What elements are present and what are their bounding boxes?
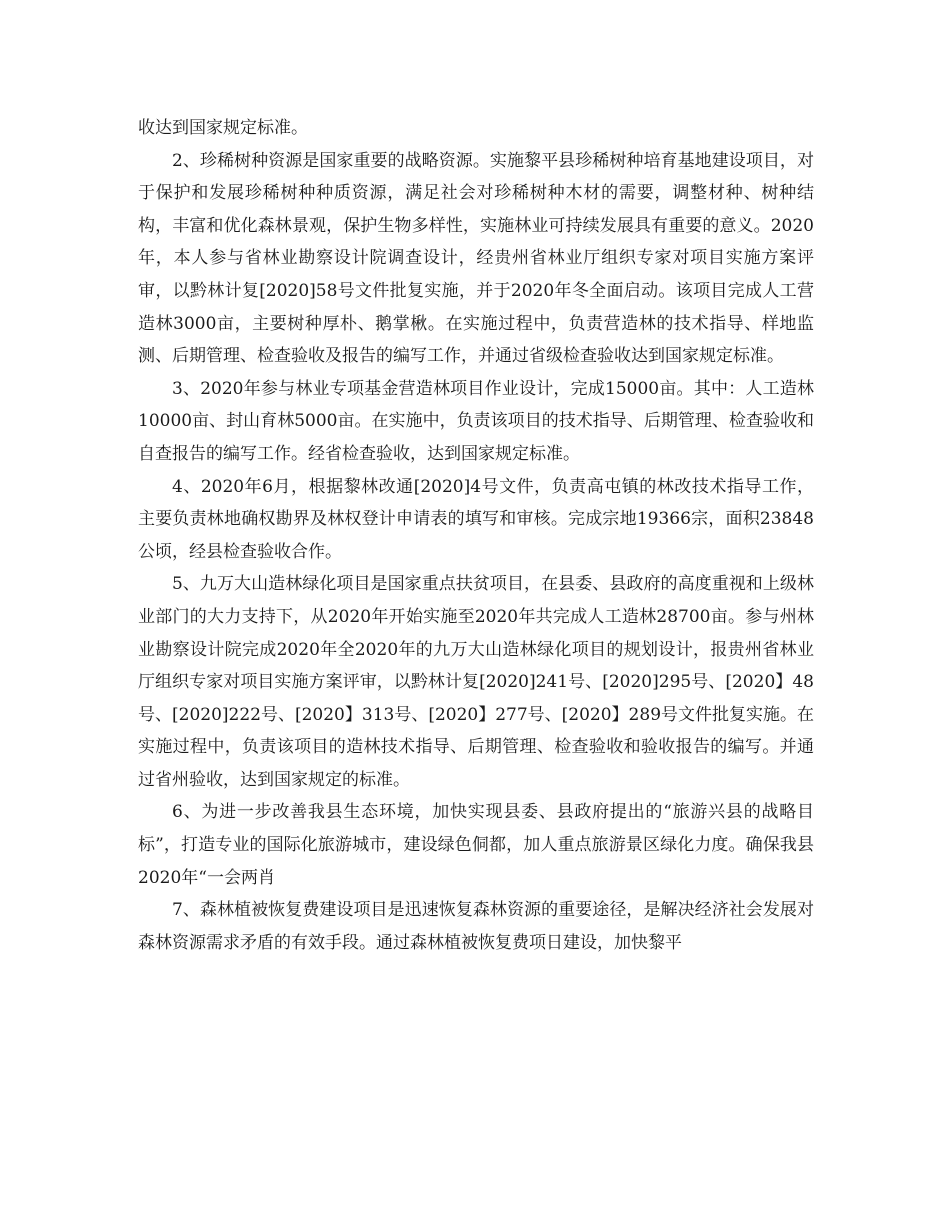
paragraph-continuation: 收达到国家规定标准。 — [138, 118, 308, 138]
paragraph-item-3: 3、2020年参与林业专项基金营造林项目作业设计，完成15000亩。其中：人工造林10000亩、封山育林5000亩。在实施中，负责该项目的技术指导、后期管理、检查验收和自查报告的编写工作。经省检查验收，达到国家规定标准。 — [138, 378, 814, 464]
paragraph-item-7: 7、森林植被恢复费建设项目是迅速恢复森林资源的重要途径，是解决经济社会发展对森林资源需求矛盾的有效手段。通过森林植被恢复费项日建设，加快黎平 — [138, 900, 814, 953]
paragraph-item-4: 4、2020年6月，根据黎林改通[2020]4号文件，负责高屯镇的林改技术指导工作，主要负责林地确权勘界及林权登计申请表的填写和审核。完成宗地19366宗，面积23848公顷，经县检查验收合作。 — [138, 476, 814, 562]
paragraph-item-5: 5、九万大山造林绿化项目是国家重点扶贫项目，在县委、县政府的高度重视和上级林业部门的大力支持下，从2020年开始实施至2020年共完成人工造林28700亩。参与州林业勘察设计院完成2020年全2020年的九万大山造林绿化项目的规划设计，报贵州省林业厅组织专家对项目实施方案评审，以黔林计复[2020]241号、[2020]295号、[2020】48号、[2020]222号、[2020】313号、[2020】277号、[2020】289号文件批复实施。在实施过程中，负责该项目的造林技术指导、后期管理、检查验收和验收报告的编写。并通过省州验收，达到国家规定的标准。 — [138, 574, 815, 790]
paragraph-item-6: 6、为进一步改善我县生态环境，加快实现县委、县政府提出的“旅游兴县的战略目标”，打造专业的国际化旅游城市，建设绿色侗都，加人重点旅游景区绿化力度。确保我县2020年“一会两肖 — [138, 802, 814, 888]
paragraph-item-2: 2、珍稀树种资源是国家重要的战略资源。实施黎平县珍稀树种培育基地建设项目，对于保护和发展珍稀树种种质资源，满足社会对珍稀树种木材的需要，调整材种、树种结构，丰富和优化森林景观，保护生物多样性，实施林业可持续发展具有重要的意义。2020年，本人参与省林业勘察设计院调查设计，经贵州省林业厅组织专家对项目实施方案评审，以黔林计复[2020]58号文件批复实施，并于2020年冬全面启动。该项目完成人工营造林3000亩，主要树种厚朴、鹅掌楸。在实施过程中，负责营造林的技术指导、样地监测、后期管理、检查验收及报告的编写工作，并通过省级检查验收达到国家规定标准。 — [138, 150, 814, 367]
document-body — [138, 112, 814, 959]
